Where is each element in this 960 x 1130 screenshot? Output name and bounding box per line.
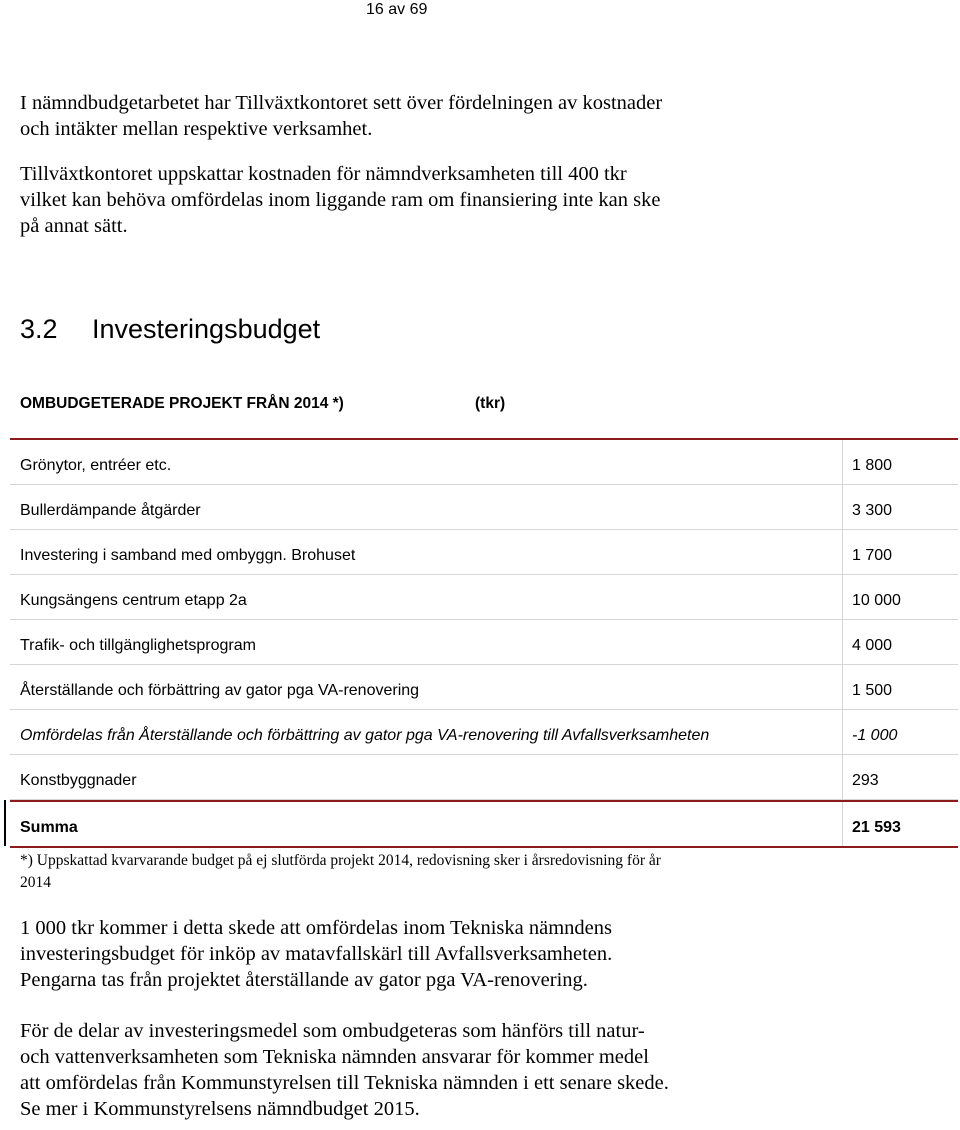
text-line: vilket kan behöva omfördelas inom liggande ram om finansiering inte kan ske [20,189,661,211]
row-label: Konstbyggnader [20,772,137,789]
row-label: Bullerdämpande åtgärder [20,502,201,519]
column-divider [842,440,843,484]
text-line: att omfördelas från Kommunstyrelsen till Tekniska nämnden i ett senare skede. [20,1072,669,1094]
section-title: Investeringsbudget [92,314,321,344]
row-label: Omfördelas från Återställande och förbättring av gator pga VA-renovering till Avfallsverksamheten [20,727,710,744]
table-header-unit: (tkr) [475,395,506,412]
cost-paragraph [20,161,940,239]
revision-marker [4,800,6,846]
column-divider [842,575,843,619]
column-divider [842,620,843,664]
row-value: 1 500 [852,682,893,699]
table-row [10,485,958,530]
row-value: 4 000 [852,637,893,654]
table-row [10,755,958,800]
table-header-title: OMBUDGETERADE PROJEKT FRÅN 2014 *) [20,395,344,412]
table-row [10,620,958,665]
column-divider [842,802,843,846]
column-divider [842,665,843,709]
text-line: på annat sätt. [20,215,128,237]
row-value: -1 000 [852,727,898,744]
text-line: I nämndbudgetarbetet har Tillväxtkontoret sett över fördelningen av kostnader [20,92,663,114]
sum-row [10,800,958,848]
column-divider [842,755,843,799]
section-heading [20,312,320,346]
intro-paragraph [20,90,940,142]
text-line: För de delar av investeringsmedel som ombudgeteras som hänförs till natur- [20,1020,645,1042]
table-footnote [20,850,820,894]
table-header [20,392,920,416]
text-line: Tillväxtkontoret uppskattar kostnaden för nämndverksamheten till 400 tkr [20,163,627,185]
text-line: och intäkter mellan respektive verksamhet. [20,118,373,140]
row-value: 1 700 [852,547,893,564]
table-row [10,530,958,575]
table-row [10,575,958,620]
row-value: 10 000 [852,592,901,609]
section-number: 3.2 [20,314,58,344]
text-line: Se mer i Kommunstyrelsens nämndbudget 2015. [20,1098,420,1120]
table-row [10,710,958,755]
text-line: 1 000 tkr kommer i detta skede att omfördelas inom Tekniska nämndens [20,917,612,939]
page-number: 16 av 69 [366,1,428,18]
footnote-line: 2014 [20,874,51,891]
sum-label: Summa [20,819,78,836]
sum-value: 21 593 [852,819,901,836]
transfer-paragraph [20,1018,940,1122]
row-value: 3 300 [852,502,893,519]
table-row [10,665,958,710]
row-label: Investering i samband med ombyggn. Brohuset [20,547,356,564]
text-line: och vattenverksamheten som Tekniska nämnden ansvarar för kommer medel [20,1046,649,1068]
investment-table [10,438,958,848]
row-value: 293 [852,772,879,789]
footnote-line: *) Uppskattad kvarvarande budget på ej slutförda projekt 2014, redovisning sker i årsredovisning för år [20,852,661,869]
row-value: 1 800 [852,457,893,474]
column-divider [842,710,843,754]
row-label: Kungsängens centrum etapp 2a [20,592,247,609]
text-line: Pengarna tas från projektet återställande av gator pga VA-renovering. [20,969,588,991]
row-label: Trafik- och tillgänglighetsprogram [20,637,256,654]
reallocation-paragraph [20,915,940,993]
row-label: Grönytor, entréer etc. [20,457,172,474]
column-divider [842,485,843,529]
row-label: Återställande och förbättring av gator pga VA-renovering [20,682,420,699]
text-line: investeringsbudget för inköp av matavfallskärl till Avfallsverksamheten. [20,943,613,965]
column-divider [842,530,843,574]
table-row [10,440,958,485]
